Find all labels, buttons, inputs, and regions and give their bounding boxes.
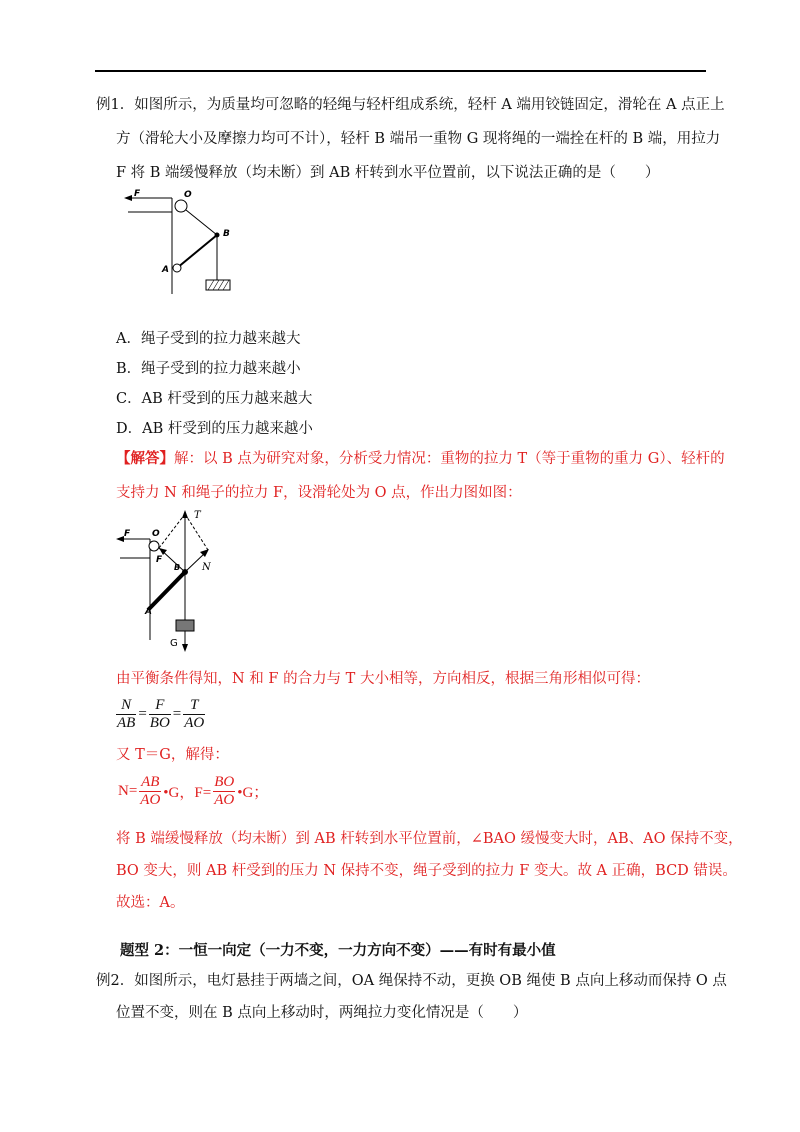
fig1-rod-ab [177,235,217,268]
ex1-answer-line7: 故选：A。 [116,895,185,911]
fig2-dashed-2 [159,514,185,548]
fig2-label-f: F [124,529,131,539]
ex1-answer-line5: 将 B 端缓慢释放（均未断）到 AB 杆转到水平位置前，∠BAO 缓慢变大时，AB、AO 保持不变， [116,831,743,847]
type2-heading: 题型 2：一恒一向定（一力不变，一力方向不变）——有时有最小值 [120,942,556,959]
fig2-label-n: N [202,562,211,573]
frac-bo-ao: $\frac{BO}{AO}$ [214,774,235,808]
fig2-label-t: T [194,510,201,521]
fig1-label-o: O [184,190,192,200]
ex2-question-line2: 位置不变，则在 B 点向上移动时，两绳拉力变化情况是（ ） [116,1005,528,1021]
fig1-arrow [124,195,132,201]
ex1-option-a: A．绳子受到的拉力越来越大 [116,331,301,347]
fig2-weight [176,620,194,631]
frac-f-bo: $\frac{F}{BO}$ [149,697,170,731]
ex1-answer-line4: 又 T＝G，解得： [116,747,229,763]
fig1-rope-ob [186,210,217,235]
frac-ab-ao: $\frac{AB}{AO}$ [140,774,161,808]
ex1-figure [120,188,250,300]
ex2-question-line1: 例2．如图所示，电灯悬挂于两墙之间，OA 绳保持不动，更换 OB 绳使 B 点向上移动而保持 O 点 [96,973,727,989]
frac-t-ao: $\frac{T}{AO}$ [184,697,205,731]
ex1-option-b: B．绳子受到的拉力越来越小 [116,361,301,377]
fig2-label-b: B [174,563,181,572]
ex1-answer-line6: BO 变大，则 AB 杆受到的压力 N 保持不变，绳子受到的拉力 F 变大。故 A 正确，BCD 错误。 [116,863,737,879]
fig2-rod-ab [148,572,185,610]
fig1-label-f: F [134,189,141,199]
ex1-question-line1: 例1．如图所示，为质量均可忽略的轻绳与轻杆组成系统，轻杆 A 端用铰链固定，滑轮在 A 点正上 [96,97,725,113]
fig2-pulley-o [149,541,159,551]
answer-tag: 【解答】 [116,450,174,467]
ex1-answer-line2: 支持力 N 和绳子的拉力 F，设滑轮处为 O 点，作出力图如图： [116,485,522,501]
ex1-answer-line1: 【解答】解：以 B 点为研究对象，分析受力情况：重物的拉力 T（等于重物的重力 G）、轻杆的 [116,450,725,467]
fig1-pulley-o [175,200,187,212]
ex1-option-d: D．AB 杆受到的压力越来越小 [116,421,313,437]
ex1-equation-result: N= $\frac{AB}{AO}$ •G，F= $\frac{BO}{AO}$ •G； [118,774,269,808]
fig1-hinge-a [173,264,181,272]
ex1-equation-ratio: $\frac{N}{AB}$ = $\frac{F}{BO}$ = $\frac{T}{AO}$ [117,697,205,731]
fig1-label-b: B [223,229,230,239]
fig2-label-o: O [152,529,160,539]
frac-n-ab: $\frac{N}{AB}$ [117,697,136,731]
fig2-label-f-sub: F [156,555,163,565]
fig2-label-g: G [170,638,178,649]
ex1-question-line3: F 将 B 端缓慢释放（均未断）到 AB 杆转到水平位置前，以下说法正确的是（ ） [116,165,660,181]
ex1-question-line2: 方（滑轮大小及摩擦力均可不计），轻杆 B 端吊一重物 G 现将绳的一端拴在杆的 B 端，用拉力 [116,131,721,147]
header-rule [95,70,706,72]
fig1-label-a: A [162,265,169,275]
ex1-force-diagram [112,506,242,654]
fig2-label-a: A [145,607,152,617]
ex1-option-c: C．AB 杆受到的压力越来越大 [116,391,313,407]
ex1-answer-line3: 由平衡条件得知，N 和 F 的合力与 T 大小相等，方向相反，根据三角形相似可得： [116,671,650,687]
